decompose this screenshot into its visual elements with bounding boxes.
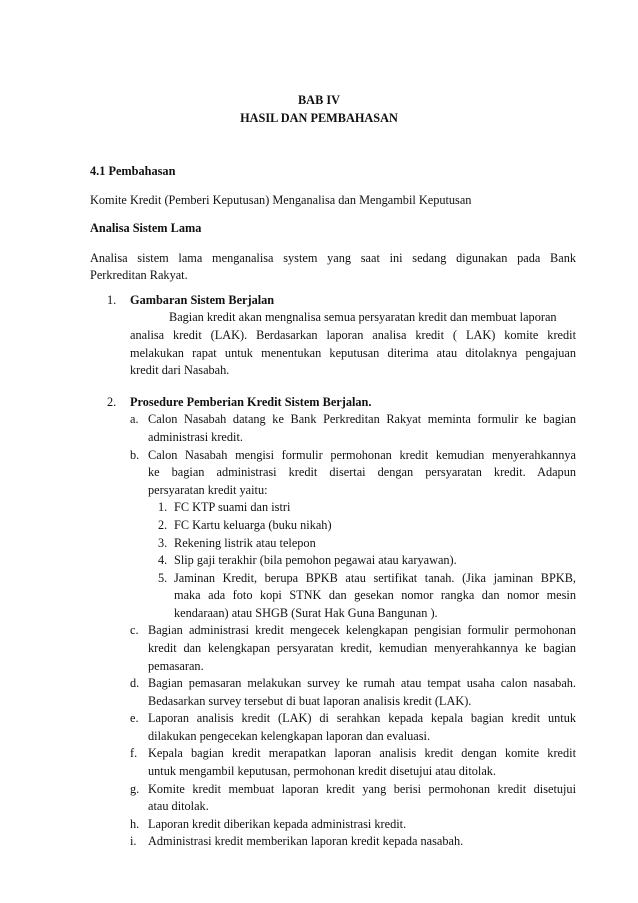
item2f-text-line: Kepala bagian kredit merapatkan laporan analisis kredit dengan komite kredit (148, 746, 576, 760)
item1-text-line: analisa kredit (LAK). Berdasarkan laporan analisa kredit ( LAK) komite kredit (130, 328, 576, 342)
item2b-text-line: ke bagian administrasi kredit disertai dengan persyaratan kredit. Adapun (148, 465, 576, 479)
sublist-item-continuation: kendaraan) atau SHGB (Surat Hak Guna Bangunan ). (174, 606, 438, 620)
sublist-number: 5. (158, 571, 168, 585)
list-letter: e. (130, 711, 139, 725)
item2c-text-line: Bagian administrasi kredit mengecek kelengkapan pengisian formulir permohonan (148, 623, 576, 637)
analisa-paragraph-line: Perkreditan Rakyat. (90, 268, 188, 282)
item2g-text-line: Komite kredit membuat laporan kredit yang berisi permohonan kredit disetujui (148, 782, 576, 796)
list-letter: b. (130, 448, 140, 462)
item2d-text-line: Bagian pemasaran melakukan survey ke rumah atau tempat usaha calon nasabah. (148, 676, 576, 690)
sublist-item: FC Kartu keluarga (buku nikah) (174, 518, 332, 532)
list-letter: h. (130, 817, 140, 831)
item2-heading: Prosedure Pemberian Kredit Sistem Berjalan. (130, 395, 372, 409)
item2h-text-line: Laporan kredit diberikan kepada administrasi kredit. (148, 817, 407, 831)
item1-text-line: kredit dari Nasabah. (130, 363, 230, 377)
item2a-text-line: Calon Nasabah datang ke Bank Perkreditan Rakyat meminta formulir ke bagian (148, 412, 576, 426)
sublist-item: FC KTP suami dan istri (174, 500, 291, 514)
list-letter: f. (130, 746, 138, 760)
item2e-text-line: Laporan analisis kredit (LAK) di serahkan kepada kepala bagian kredit untuk (148, 711, 576, 725)
chapter-number: BAB IV (297, 93, 341, 107)
sublist-item: Jaminan Kredit, berupa BPKB atau sertifikat tanah. (Jika jaminan BPKB, (174, 571, 576, 585)
item2a-text-line: administrasi kredit. (148, 430, 243, 444)
chapter-title: HASIL DAN PEMBAHASAN (240, 111, 398, 125)
item1-heading: Gambaran Sistem Berjalan (130, 293, 275, 307)
item2e-text-line: dilakukan pengecekan kelengkapan laporan dan evaluasi. (148, 729, 431, 743)
list-letter: g. (130, 782, 140, 796)
item1-text-line: melakukan rapat untuk menentukan keputusan diterima atau ditolaknya pengajuan (130, 346, 576, 360)
section-subtitle: Komite Kredit (Pemberi Keputusan) Menganalisa dan Mengambil Keputusan (90, 193, 472, 207)
list-letter: d. (130, 676, 140, 690)
sublist-number: 3. (158, 536, 168, 550)
sublist-number: 2. (158, 518, 168, 532)
item2c-text-line: pemasaran. (148, 659, 204, 673)
sublist-item-continuation: maka ada foto kopi STNK dan gesekan nomor rangka dan nomor mesin (174, 588, 576, 602)
section-heading: 4.1 Pembahasan (90, 164, 176, 178)
sublist-number: 4. (158, 553, 168, 567)
item2i-text-line: Administrasi kredit memberikan laporan kredit kepada nasabah. (148, 834, 464, 848)
sublist-number: 1. (158, 500, 168, 514)
analisa-paragraph-line: Analisa sistem lama menganalisa system yang saat ini sedang digunakan pada Bank (90, 251, 576, 265)
item2b-text-line: Calon Nasabah mengisi formulir permohonan kredit kemudian menyerahkannya (148, 448, 576, 462)
item2d-text-line: Bedasarkan survey tersebut di buat laporan analisis kredit (LAK). (148, 694, 472, 708)
list-number: 1. (107, 293, 117, 307)
list-letter: i. (130, 834, 137, 848)
sublist-item: Slip gaji terakhir (bila pemohon pegawai atau karyawan). (174, 553, 457, 567)
sublist-item: Rekening listrik atau telepon (174, 536, 316, 550)
item2b-text-line: persyaratan kredit yaitu: (148, 483, 268, 497)
list-number: 2. (107, 395, 117, 409)
list-letter: a. (130, 412, 139, 426)
analisa-heading: Analisa Sistem Lama (90, 221, 202, 235)
item2c-text-line: kredit dan kelengkapan persyaratan kredit, kemudian menyerahkannya ke bagian (148, 641, 576, 655)
item2f-text-line: untuk mengambil keputusan, permohonan kredit disetujui atau ditolak. (148, 764, 496, 778)
item2g-text-line: atau ditolak. (148, 799, 209, 813)
list-letter: c. (130, 623, 139, 637)
item1-text-line: Bagian kredit akan mengnalisa semua persyaratan kredit dan membuat laporan (169, 310, 557, 324)
